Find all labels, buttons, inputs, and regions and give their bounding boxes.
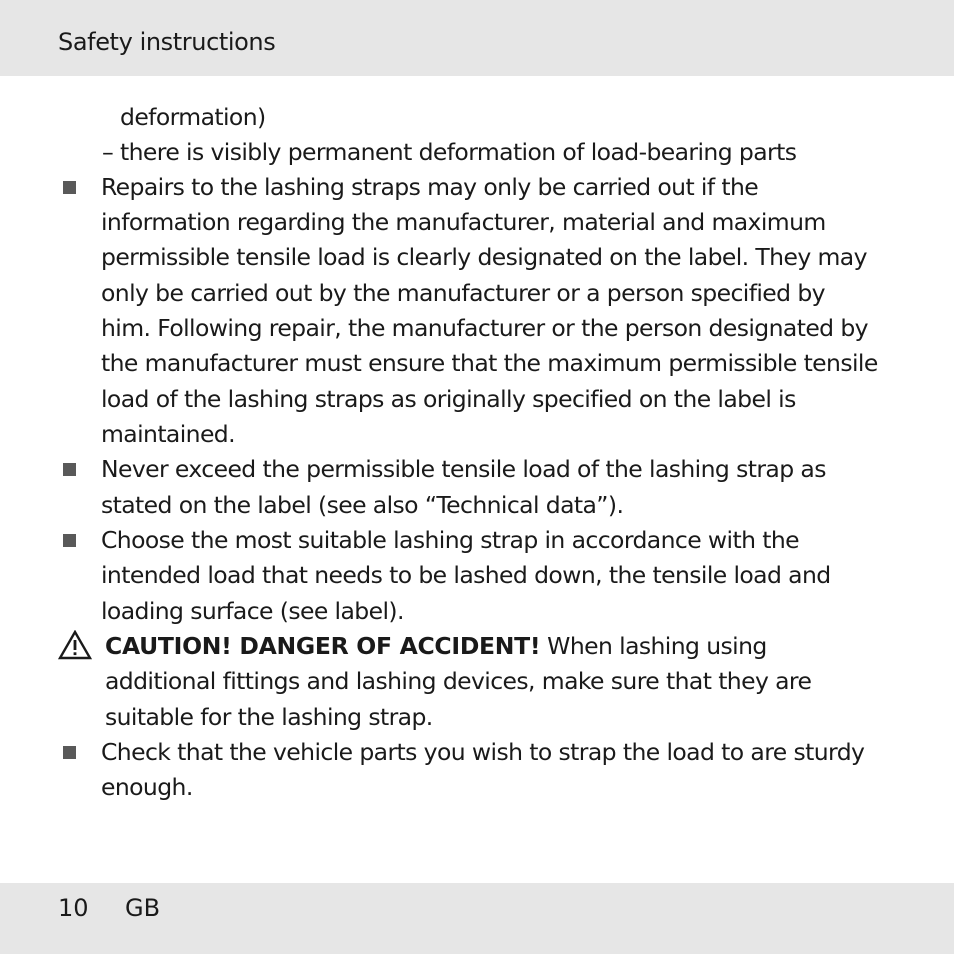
bullet3-line: intended load that needs to be lashed down, the tensile load and (101, 561, 831, 589)
bullet1-line: the manufacturer must ensure that the maximum permissible tensile (101, 349, 878, 377)
warning-triangle-icon (58, 630, 92, 660)
bullet3-line: Choose the most suitable lashing strap in accordance with the (101, 526, 800, 554)
caution-first-line-text: When lashing using (540, 632, 767, 660)
bullet1-line: only be carried out by the manufacturer or a person specified by (101, 279, 825, 307)
bullet-square-icon (63, 181, 76, 194)
page-header (0, 0, 954, 76)
bullet3-line: loading surface (see label). (101, 597, 404, 625)
bullet1-line: maintained. (101, 420, 235, 448)
bullet1-line: permissible tensile load is clearly designated on the label. They may (101, 243, 867, 271)
section-title: Safety instructions (58, 28, 276, 56)
bullet-square-icon (63, 463, 76, 476)
bullet2-line: Never exceed the permissible tensile load of the lashing strap as (101, 455, 826, 483)
bullet1-line: information regarding the manufacturer, material and maximum (101, 208, 826, 236)
bullet4-line: enough. (101, 773, 193, 801)
bullet1-line: Repairs to the lashing straps may only be carried out if the (101, 173, 759, 201)
bullet1-line: him. Following repair, the manufacturer or the person designated by (101, 314, 868, 342)
bullet1-line: load of the lashing straps as originally specified on the label is (101, 385, 796, 413)
caution-line (105, 629, 767, 664)
bullet-square-icon (63, 746, 76, 759)
language-code: GB (125, 894, 161, 922)
caution-line: suitable for the lashing strap. (105, 703, 433, 731)
page-footer (0, 883, 954, 954)
bullet4-line: Check that the vehicle parts you wish to strap the load to are sturdy (101, 738, 865, 766)
page-number: 10 (58, 894, 89, 922)
caution-label: CAUTION! DANGER OF ACCIDENT! (105, 632, 541, 660)
bullet-square-icon (63, 534, 76, 547)
bullet2-line: stated on the label (see also “Technical data”). (101, 491, 624, 519)
continuation-text: deformation) (120, 103, 266, 131)
dash-list-item: – there is visibly permanent deformation of load-bearing parts (102, 138, 797, 166)
caution-line: additional fittings and lashing devices, make sure that they are (105, 667, 812, 695)
